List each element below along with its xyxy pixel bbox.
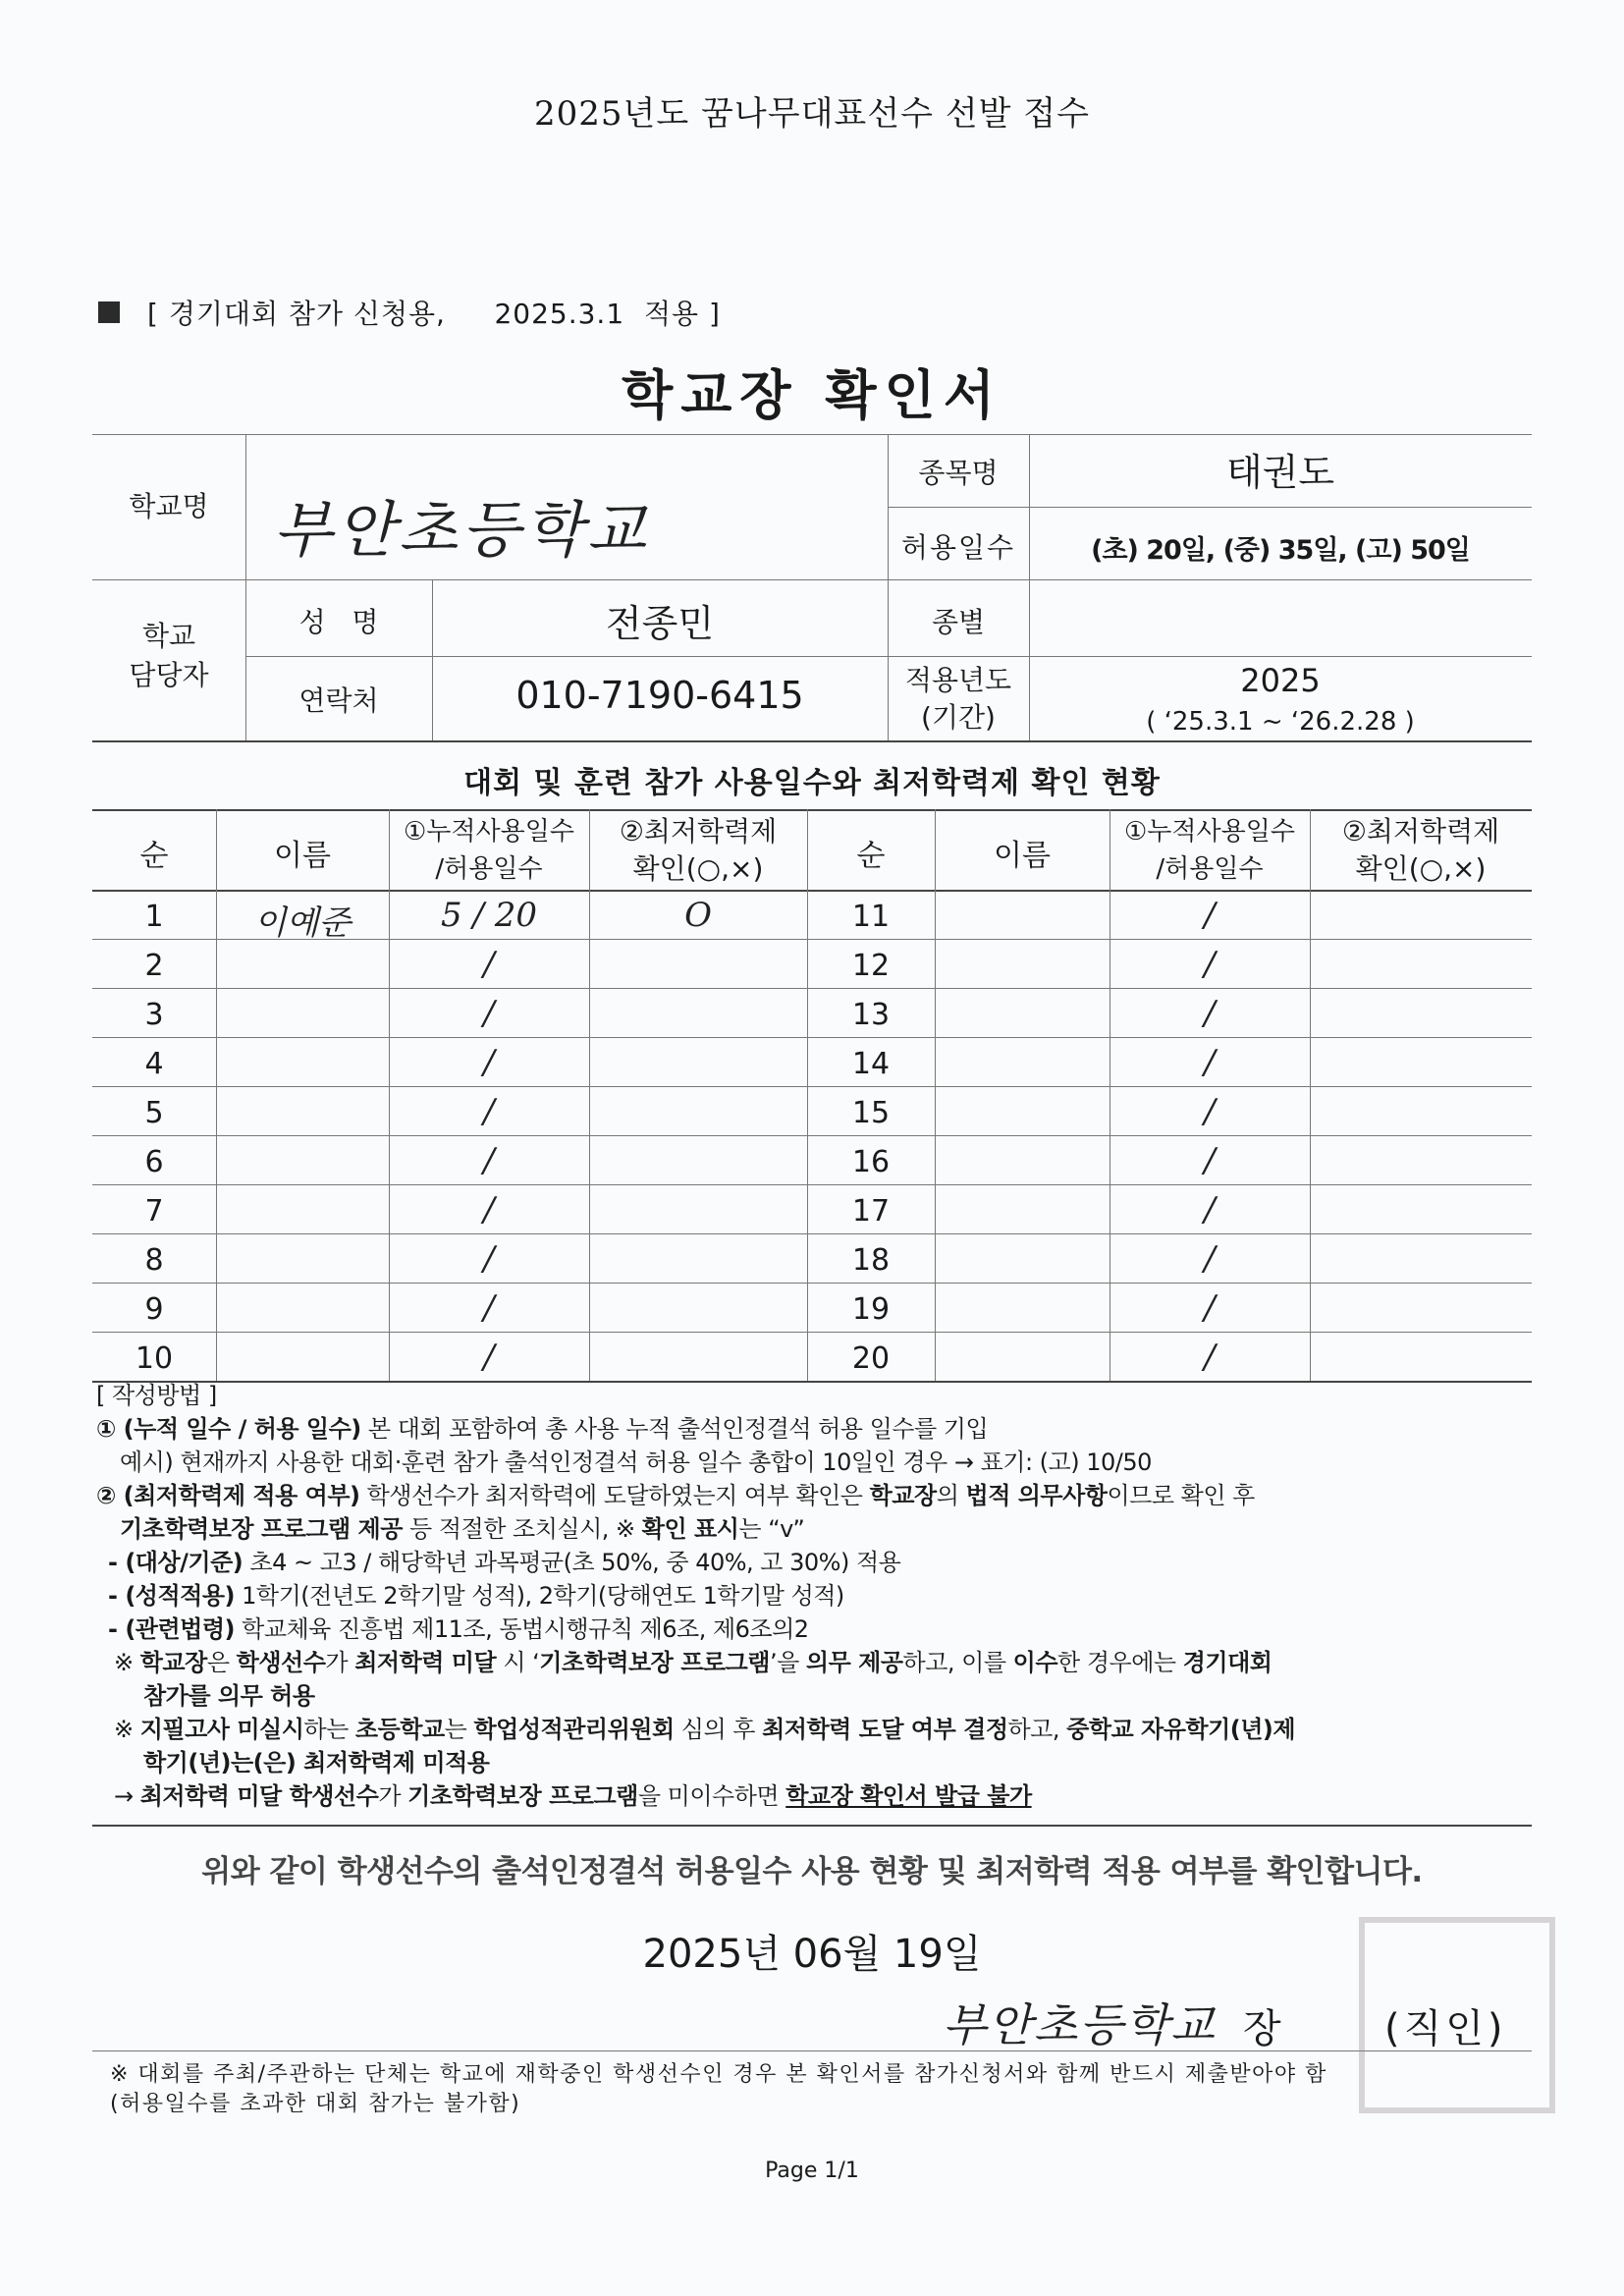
year-value: 2025: [1240, 662, 1321, 699]
days-used-allowed: /: [1204, 1338, 1216, 1377]
instruction-line: ※ 지필고사 미실시하는 초등학교는 학업성적관리위원회 심의 후 최저학력 도달 여부 결정하고, 중학교 자유학기(년)제: [114, 1716, 1296, 1743]
table-border: [1310, 809, 1311, 1381]
header-academic-right: ②최저학력제 확인(○,×): [1341, 815, 1500, 885]
school-label: 학교명: [129, 490, 209, 522]
table-border: [888, 507, 1532, 508]
square-bullet-icon: [98, 301, 120, 323]
doc-title: 학교장 확인서: [622, 364, 1002, 426]
footer-note: ※ 대회를 주최/주관하는 단체는 학교에 재학중인 학생선수인 경우 본 확인서를 참가신청서와 함께 반드시 제출받아야 함 (허용일수를 초과한 대회 참가는 불가함): [110, 2062, 1327, 2116]
row-number: 13: [851, 998, 891, 1032]
instruction-line: 참가를 의무 허용: [143, 1682, 315, 1710]
instruction-line: - (대상/기준) 초4 ~ 고3 / 해당학년 과목평균(초 50%, 중 40%, 고 30%) 적용: [108, 1549, 901, 1576]
days-used-allowed: /: [483, 1338, 495, 1377]
row-number: 18: [851, 1243, 891, 1278]
signature-school-handwritten: 부안초등학교: [943, 1998, 1217, 2051]
days-used-allowed: /: [1204, 994, 1216, 1033]
days-used-allowed: /: [1204, 896, 1216, 935]
manager-label: 학교 담당자: [129, 620, 209, 691]
days-used-allowed: /: [483, 1043, 495, 1082]
header-name-left: 이름: [274, 839, 331, 873]
status-table-title: 대회 및 훈련 참가 사용일수와 최저학력제 확인 현황: [463, 766, 1161, 800]
days-used-allowed: /: [1204, 1141, 1216, 1180]
row-number: 10: [135, 1341, 174, 1376]
event-value: 태권도: [1225, 451, 1335, 494]
instruction-line: 예시) 현재까지 사용한 대회·훈련 참가 출석인정결석 허용 일수 총합이 10일인 경우 → 표기: (고) 10/50: [120, 1449, 1152, 1476]
allowed-days-value: (초) 20일, (중) 35일, (고) 50일: [1091, 535, 1470, 566]
instructions: [96, 1379, 1549, 1813]
table-border: [92, 809, 1532, 811]
row-number: 16: [851, 1145, 891, 1179]
instruction-line: 학기(년)는(은) 최저학력제 미적용: [143, 1749, 490, 1777]
header-days-right: ①누적사용일수 /허용일수: [1123, 817, 1295, 884]
academic-check: O: [684, 896, 712, 935]
year-label: 적용년도 (기간): [904, 664, 1012, 734]
page-number: Page 1/1: [765, 2159, 859, 2183]
row-number: 5: [144, 1096, 164, 1130]
seal-label: (직인): [1384, 2006, 1507, 2051]
table-border: [245, 656, 1532, 657]
header-name-right: 이름: [994, 839, 1051, 873]
header-no-left: 순: [139, 839, 169, 873]
table-border: [92, 434, 1532, 435]
row-number: 2: [144, 949, 164, 983]
school-name-handwritten: 부안초등학교: [273, 494, 650, 566]
event-label: 종목명: [918, 457, 999, 489]
days-used-allowed: /: [483, 1239, 495, 1279]
name-value: 전종민: [605, 602, 715, 645]
instructions-heading: [ 작성방법 ]: [96, 1382, 217, 1409]
row-number: 7: [144, 1194, 164, 1229]
table-border: [92, 988, 1532, 989]
issue-date: 2025년 06월 19일: [642, 1932, 982, 1977]
name-label: 성 명: [298, 606, 379, 638]
days-used-allowed: /: [483, 1141, 495, 1180]
row-number: 9: [144, 1292, 164, 1327]
contact-value: 010-7190-6415: [515, 674, 804, 717]
table-border: [92, 1135, 1532, 1136]
contact-label: 연락처: [298, 684, 379, 717]
signature-title: 장: [1243, 2006, 1281, 2051]
row-number: 14: [851, 1047, 891, 1081]
days-used-allowed: /: [1204, 1043, 1216, 1082]
days-used-allowed: /: [1204, 1092, 1216, 1131]
table-border: [935, 809, 936, 1381]
application-note: [ 경기대회 참가 신청용, 2025.3.1 적용 ]: [147, 298, 721, 330]
instruction-line: ② (최저학력제 적용 여부) 학생선수가 최저학력에 도달하였는지 여부 확인은 학교장의 법적 의무사항이므로 확인 후: [96, 1482, 1255, 1509]
instruction-line: → 최저학력 미달 학생선수가 기초학력보장 프로그램을 미이수하면 학교장 확인서 발급 불가: [114, 1782, 1032, 1810]
instruction-line: - (관련법령) 학교체육 진흥법 제11조, 동법시행규칙 제6조, 제6조의2: [108, 1615, 809, 1643]
instruction-line: ① (누적 일수 / 허용 일수) 본 대회 포함하여 총 사용 누적 출석인정결석 허용 일수를 기입: [96, 1415, 989, 1443]
header-days-left: ①누적사용일수 /허용일수: [403, 817, 574, 884]
row-number: 17: [851, 1194, 891, 1229]
instruction-line: - (성적적용) 1학기(전년도 2학기말 성적), 2학기(당해연도 1학기말 성적): [108, 1582, 844, 1610]
table-border: [92, 1086, 1532, 1087]
category-label: 종별: [931, 606, 986, 638]
table-border: [92, 579, 1532, 580]
table-border: [92, 740, 1532, 742]
student-name: 이예준: [253, 903, 352, 943]
days-used-allowed: /: [483, 1288, 495, 1328]
table-border: [92, 890, 1532, 892]
days-used-allowed: /: [483, 1190, 495, 1230]
row-number: 12: [851, 949, 891, 983]
table-border: [92, 1037, 1532, 1038]
table-border: [92, 1825, 1532, 1827]
row-number: 8: [144, 1243, 164, 1278]
row-number: 1: [144, 900, 164, 934]
table-border: [92, 1233, 1532, 1234]
days-used-allowed: /: [483, 994, 495, 1033]
days-used-allowed: /: [483, 945, 495, 984]
document-header: 2025년도 꿈나무대표선수 선발 접수: [534, 94, 1090, 134]
table-border: [92, 1283, 1532, 1284]
table-border: [92, 1332, 1532, 1333]
days-used-allowed: 5 / 20: [441, 896, 537, 935]
instruction-line: 기초학력보장 프로그램 제공 등 적절한 조치실시, ※ 확인 표시는 “v”: [120, 1515, 805, 1543]
days-used-allowed: /: [483, 1092, 495, 1131]
table-border: [92, 2050, 1532, 2051]
row-number: 4: [144, 1047, 164, 1081]
confirm-statement: 위와 같이 학생선수의 출석인정결석 허용일수 사용 현황 및 최저학력 적용 여부를 확인합니다.: [201, 1854, 1423, 1889]
row-number: 3: [144, 998, 164, 1032]
row-number: 15: [851, 1096, 891, 1130]
row-number: 20: [851, 1341, 891, 1376]
official-seal-stamp: [1359, 1917, 1555, 2113]
row-number: 6: [144, 1145, 164, 1179]
header-academic-left: ②최저학력제 확인(○,×): [619, 815, 778, 885]
row-number: 11: [851, 900, 891, 934]
instruction-line: ※ 학교장은 학생선수가 최저학력 미달 시 ‘기초학력보장 프로그램’을 의무 제공하고, 이를 이수한 경우에는 경기대회: [114, 1649, 1272, 1676]
days-used-allowed: /: [1204, 1288, 1216, 1328]
days-used-allowed: /: [1204, 945, 1216, 984]
header-no-right: 순: [856, 839, 886, 873]
row-number: 19: [851, 1292, 891, 1327]
period-value: ( ‘25.3.1 ~ ‘26.2.28 ): [1146, 707, 1415, 737]
days-used-allowed: /: [1204, 1239, 1216, 1279]
table-border: [92, 1184, 1532, 1185]
days-used-allowed: /: [1204, 1190, 1216, 1230]
allowed-days-label: 허용일수: [900, 531, 1016, 564]
